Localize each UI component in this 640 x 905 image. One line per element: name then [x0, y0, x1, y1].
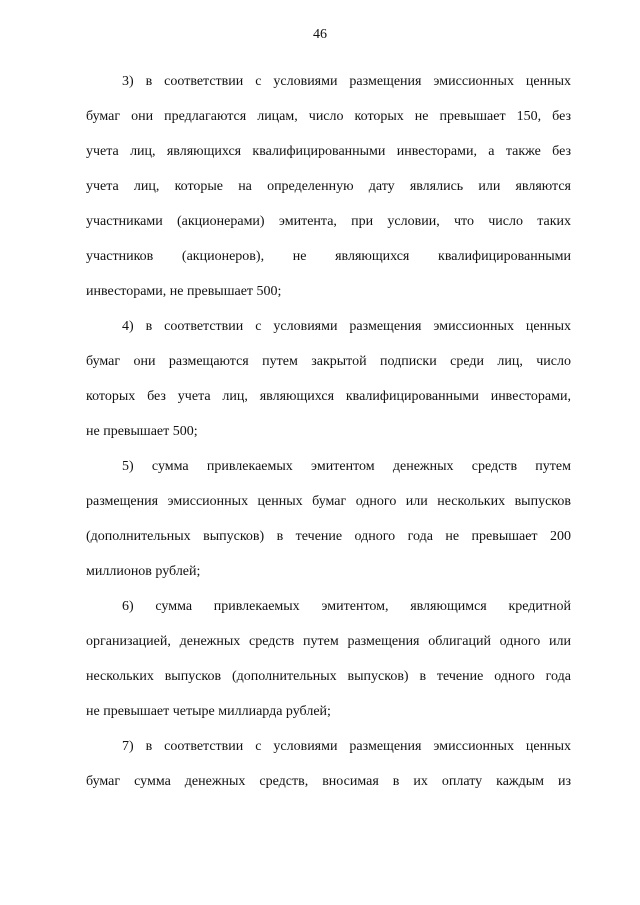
paragraph-line: участников (акционеров), не являющихся квалифицированными: [86, 249, 571, 264]
paragraph-line: 7) в соответствии с условиями размещения эмиссионных ценных: [122, 739, 571, 754]
paragraph-line: бумаг они предлагаются лицам, число которых не превышает 150, без: [86, 109, 571, 124]
paragraph-line: 6) сумма привлекаемых эмитентом, являющимся кредитной: [122, 599, 571, 614]
body-text: [86, 73, 571, 808]
paragraph-line: 3) в соответствии с условиями размещения эмиссионных ценных: [122, 74, 571, 89]
paragraph-line: которых без учета лиц, являющихся квалифицированными инвесторами,: [86, 389, 571, 404]
paragraph-item-4: [86, 318, 571, 441]
paragraph-item-6: [86, 598, 571, 721]
paragraph-line: бумаг они размещаются путем закрытой подписки среди лиц, число: [86, 354, 571, 369]
paragraph-line: размещения эмиссионных ценных бумаг одного или нескольких выпусков: [86, 494, 571, 509]
paragraph-line: бумаг сумма денежных средств, вносимая в их оплату каждым из: [86, 774, 571, 789]
page-number: 46: [313, 27, 327, 42]
paragraph-item-5: [86, 458, 571, 581]
paragraph-line: учета лиц, которые на определенную дату являлись или являются: [86, 179, 571, 194]
paragraph-line: миллионов рублей;: [86, 564, 201, 579]
paragraph-item-7: [86, 738, 571, 791]
paragraph-line: участниками (акционерами) эмитента, при условии, что число таких: [86, 214, 571, 229]
paragraph-item-3: [86, 73, 571, 301]
paragraph-line: не превышает четыре миллиарда рублей;: [86, 704, 331, 719]
paragraph-line: организацией, денежных средств путем размещения облигаций одного или: [86, 634, 571, 649]
paragraph-line: инвесторами, не превышает 500;: [86, 284, 282, 299]
paragraph-line: нескольких выпусков (дополнительных выпусков) в течение одного года: [86, 669, 571, 684]
paragraph-line: 5) сумма привлекаемых эмитентом денежных средств путем: [122, 459, 571, 474]
paragraph-line: не превышает 500;: [86, 424, 198, 439]
paragraph-line: учета лиц, являющихся квалифицированными инвесторами, а также без: [86, 144, 571, 159]
paragraph-line: 4) в соответствии с условиями размещения эмиссионных ценных: [122, 319, 571, 334]
paragraph-line: (дополнительных выпусков) в течение одного года не превышает 200: [86, 529, 571, 544]
